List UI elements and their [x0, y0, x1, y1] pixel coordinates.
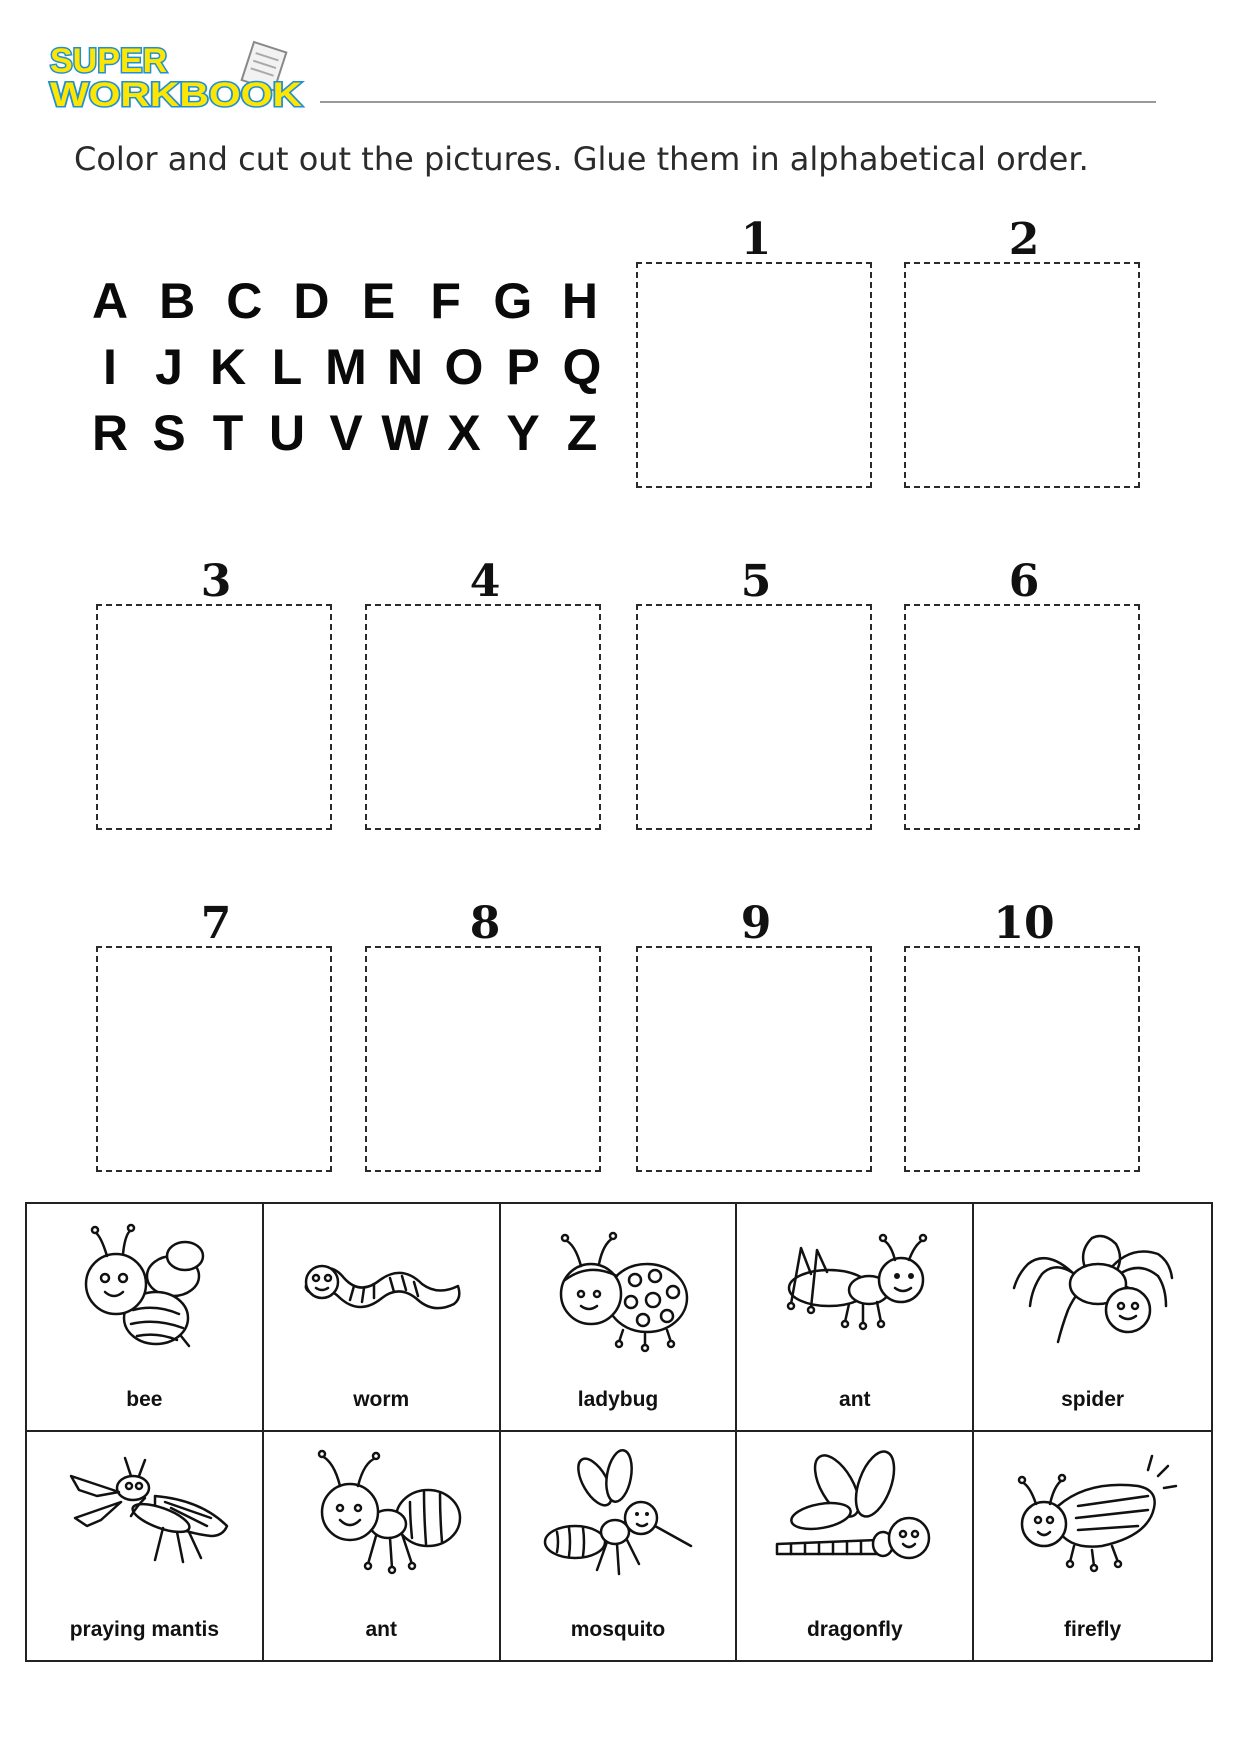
alphabet-letter: I [103, 339, 117, 395]
glue-slot[interactable] [904, 604, 1140, 830]
card-label: mosquito [570, 1618, 666, 1641]
header-rule [320, 101, 1156, 103]
alphabet-letter: V [329, 405, 363, 461]
picture-card[interactable] [974, 1204, 1211, 1432]
slot-number: 7 [200, 898, 232, 949]
ant-side-icon [771, 1218, 941, 1358]
alphabet-letter: O [444, 339, 484, 395]
bee-icon [61, 1218, 231, 1358]
alphabet-letter: S [152, 405, 186, 461]
card-label: praying mantis [69, 1618, 220, 1641]
alphabet-letter: L [271, 339, 303, 395]
glue-slot[interactable] [904, 262, 1140, 488]
cutout-cards [25, 1202, 1213, 1662]
alphabet-row [86, 404, 606, 470]
alphabet-letter: Z [566, 405, 598, 461]
slot-number: 10 [993, 898, 1055, 949]
alphabet-letter: D [293, 273, 330, 329]
picture-card[interactable] [264, 1432, 501, 1660]
glue-slot[interactable] [636, 262, 872, 488]
card-label: dragonfly [806, 1618, 903, 1641]
alphabet-row [86, 272, 606, 338]
alphabet-row [86, 338, 606, 404]
picture-card[interactable] [27, 1432, 264, 1660]
firefly-icon [1008, 1446, 1178, 1586]
slot-number: 2 [1008, 214, 1040, 265]
slot-number: 1 [740, 214, 772, 265]
alphabet-letter: G [493, 273, 533, 329]
slot-number: 8 [469, 898, 501, 949]
svg-text:SUPER: SUPER [50, 42, 168, 80]
picture-card[interactable] [501, 1204, 738, 1432]
alphabet-letter: W [381, 405, 429, 461]
slot-number: 5 [740, 556, 772, 607]
card-label: ladybug [577, 1388, 659, 1411]
alphabet-letter: H [561, 273, 599, 329]
svg-text:WORKBOOK: WORKBOOK [50, 76, 303, 114]
worm-icon [298, 1218, 468, 1358]
alphabet-letter: C [226, 273, 263, 329]
card-label: ant [839, 1388, 871, 1411]
card-label: spider [1061, 1388, 1125, 1411]
alphabet-letter: X [447, 405, 481, 461]
alphabet-letter: E [361, 273, 396, 329]
slot-number: 4 [469, 556, 501, 607]
glue-slot[interactable] [636, 604, 872, 830]
alphabet-letter: R [91, 405, 129, 461]
mosquito-icon [535, 1446, 705, 1586]
alphabet-letter: B [159, 273, 196, 329]
alphabet-chart [86, 272, 606, 470]
spider-icon [1008, 1218, 1178, 1358]
alphabet-letter: M [325, 339, 367, 395]
alphabet-letter: U [268, 405, 306, 461]
dragonfly-icon [771, 1446, 941, 1586]
alphabet-letter: T [212, 405, 244, 461]
card-label: ant [365, 1618, 397, 1641]
alphabet-letter: F [430, 273, 461, 329]
picture-card[interactable] [501, 1432, 738, 1660]
card-label: worm [353, 1388, 410, 1411]
card-label: bee [126, 1388, 163, 1411]
ladybug-icon [535, 1218, 705, 1358]
praying-mantis-icon [61, 1446, 231, 1586]
alphabet-letter: N [386, 339, 424, 395]
instructions: Color and cut out the pictures. Glue them in alphabetical order. [74, 140, 1089, 178]
slot-number: 3 [200, 556, 232, 607]
alphabet-letter: Y [506, 405, 540, 461]
card-label: firefly [1064, 1618, 1122, 1641]
picture-card[interactable] [737, 1204, 974, 1432]
alphabet-letter: J [155, 339, 183, 395]
picture-card[interactable] [737, 1432, 974, 1660]
glue-slot[interactable] [96, 604, 332, 830]
picture-card[interactable] [974, 1432, 1211, 1660]
super-workbook-logo [46, 38, 306, 114]
alphabet-letter: P [506, 339, 540, 395]
alphabet-letter: A [91, 273, 129, 329]
glue-slot[interactable] [636, 946, 872, 1172]
slot-number: 9 [740, 898, 772, 949]
picture-card[interactable] [264, 1204, 501, 1432]
glue-slot[interactable] [96, 946, 332, 1172]
glue-slot[interactable] [365, 604, 601, 830]
alphabet-letter: K [209, 339, 247, 395]
picture-card[interactable] [27, 1204, 264, 1432]
glue-slot[interactable] [904, 946, 1140, 1172]
glue-slot[interactable] [365, 946, 601, 1172]
slot-number: 6 [1008, 556, 1040, 607]
ant-icon [298, 1446, 468, 1586]
alphabet-letter: Q [562, 339, 602, 395]
